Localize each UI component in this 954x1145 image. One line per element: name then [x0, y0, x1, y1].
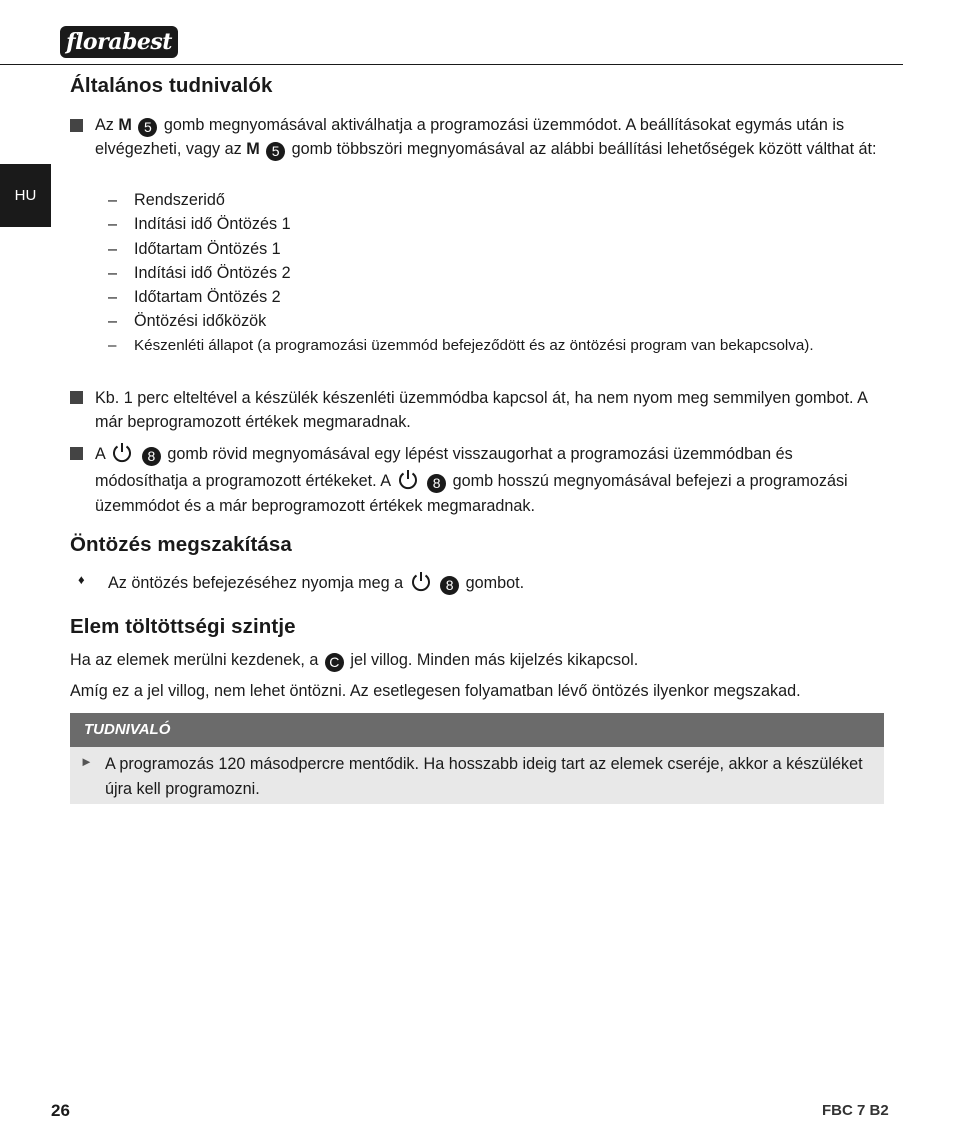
text: gomb hosszú megnyomásával befejezi a programozási üzemmódot és a már beprogramozott értékek megmaradnak.: [95, 471, 848, 515]
logo-text: florabest: [60, 26, 178, 58]
m-button-label: M: [246, 140, 260, 158]
text: Ha az elemek merülni kezdenek, a: [70, 651, 319, 669]
list-item-text: Készenléti állapot (a programozási üzemmód befejeződött és az öntözési program van bekapcsolva).: [134, 336, 814, 354]
square-bullet: [70, 447, 83, 460]
power-icon: [111, 441, 133, 463]
note-text: A programozás 120 másodpercre mentődik. Ha hosszabb ideig tart az elemek cseréje, akkor a készüléket újra kell programozni.: [105, 755, 863, 798]
bullet-paragraph-3: [95, 441, 885, 520]
battery-paragraph-1: [70, 648, 638, 672]
list-item-text: Öntözési időközök: [134, 312, 267, 331]
bullet-paragraph-2: Kb. 1 perc elteltével a készülék készenléti üzemmódba kapcsol át, ha nem nyom meg semmilyen gombot. A már beprogramozott értékek megmaradnak.: [95, 389, 867, 431]
list-item-text: Időtartam Öntözés 1: [134, 239, 281, 258]
text: A: [95, 445, 105, 463]
power-icon: [410, 570, 432, 592]
note-body: [70, 747, 884, 804]
list-item: [108, 285, 814, 309]
page-number: 26: [51, 1101, 70, 1120]
text: Az: [95, 116, 114, 134]
section-title-interrupt: Öntözés megszakítása: [70, 533, 292, 556]
square-bullet: [70, 119, 83, 132]
dash: –: [108, 336, 117, 354]
bullet-paragraph-1: [95, 113, 885, 161]
text: gomb rövid megnyomásával egy lépést visszaugorhat a programozási üzemmódban és módosíthatja a programozott értékeket. A: [95, 445, 793, 490]
list-item-text: Rendszeridő: [134, 191, 225, 209]
square-bullet: [70, 391, 83, 404]
list-item: [108, 212, 814, 236]
note-heading-bar: [70, 713, 884, 747]
number-5-icon: 5: [138, 118, 157, 137]
list-item-text: Indítási idő Öntözés 1: [134, 215, 291, 234]
dash: –: [108, 312, 118, 331]
note-heading: TUDNIVALÓ: [84, 721, 171, 738]
florabest-logo: [60, 14, 178, 58]
dash: –: [108, 215, 118, 234]
list-item-text: Időtartam Öntözés 2: [134, 288, 281, 307]
section-title-general: Általános tudnivalók: [70, 74, 273, 97]
list-item-text: Indítási idő Öntözés 2: [134, 263, 291, 282]
number-8-icon: 8: [440, 576, 459, 595]
dash: –: [108, 191, 118, 209]
battery-paragraph-2: Amíg ez a jel villog, nem lehet öntözni. Az esetlegesen folyamatban lévő öntözés ilyenkor megszakad.: [70, 682, 801, 700]
m-button-label: M: [118, 116, 132, 134]
dash: –: [108, 263, 118, 282]
list-item: [108, 309, 814, 333]
model-number: FBC 7 B2: [822, 1102, 889, 1119]
arrow-icon: ►: [80, 754, 93, 769]
text: jel villog. Minden más kijelzés kikapcsol.: [350, 651, 639, 669]
text: gomb megnyomásával aktiválhatja a programozási üzemmódot. A beállításokat egymás után is elvégezheti, vagy az: [95, 116, 845, 158]
text: gombot.: [465, 574, 525, 592]
dash: –: [108, 288, 118, 307]
section-title-battery: Elem töltöttségi szintje: [70, 615, 296, 638]
number-8-icon: 8: [142, 447, 161, 466]
interrupt-paragraph: [108, 570, 524, 595]
text: gomb többszöri megnyomásával az alábbi beállítási lehetőségek között válthat át:: [291, 140, 877, 158]
number-8-icon: 8: [427, 474, 446, 493]
list-item: [108, 261, 814, 285]
language-tab: HU: [0, 164, 51, 227]
diamond-bullet-icon: ♦: [78, 572, 85, 587]
power-icon: [397, 468, 419, 490]
list-item: [108, 188, 814, 212]
settings-list: [108, 188, 814, 358]
list-item: [108, 334, 814, 358]
list-item: [108, 237, 814, 261]
dash: –: [108, 239, 118, 258]
text: Az öntözés befejezéséhez nyomja meg a: [108, 574, 404, 592]
header-rule: [0, 64, 903, 65]
number-5-icon: 5: [266, 142, 285, 161]
battery-c-icon: C: [325, 653, 344, 672]
